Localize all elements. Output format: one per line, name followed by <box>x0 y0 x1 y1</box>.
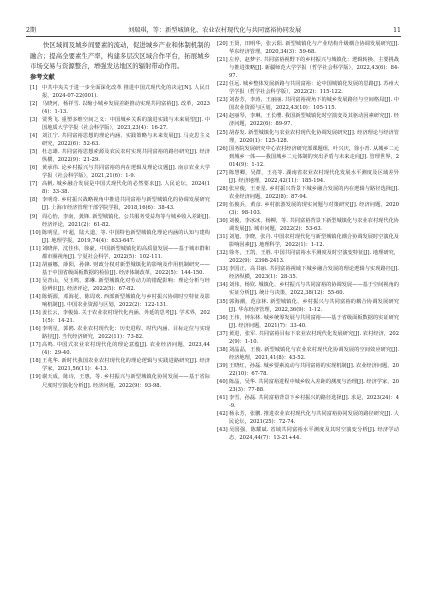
reference-text: 刘晶晶，王俊. 新型城镇化与农业农村现代化协调发展的空间效应研究[J]. 经济地理，2021,41(8)：43-52. <box>229 346 399 361</box>
reference-text: 伍俊兵，黄彦. 乡村旅游发展的现实问题与对策研究[J]. 经济问题，2020(3)：98-103. <box>229 201 399 216</box>
reference-list-right <box>217 40 399 442</box>
reference-item <box>217 217 399 233</box>
reference-number: [2] <box>30 100 38 107</box>
reference-item <box>217 112 399 128</box>
reference-item <box>217 145 399 169</box>
reference-number: [15] <box>30 310 41 317</box>
reference-number: [1] <box>30 84 38 91</box>
reference-item <box>217 378 399 394</box>
reference-item <box>217 129 399 145</box>
reference-text: 李明奇. 乡村振兴战略视角中推进共同富裕与新型城镇化的协调发展研究[J]. 上海市经济管理干部学院学报，2018,16(6)：38-43. <box>42 197 210 212</box>
reference-text: 谢天成，陈诗，王惠，等. 乡村振兴与新型城镇化协同发展——基于省际尺度时空演化分析[J]. 经济问题，2022(9)：93-98. <box>42 374 210 389</box>
reference-number: [11] <box>30 245 41 252</box>
reference-text: 中共中央关于进一步全面深化改革 推进中国式现代化的决定[N]. 人民日报，2024-07-22(001). <box>42 84 210 99</box>
reference-text: 高鸣. 中国式农业农村现代化的理论意蕴[J]. 农业经济问题，2023,44(4)：29-40. <box>42 342 210 357</box>
reference-text: 徐冬，王凯，王胜. 中国共同富裕水平测度及时空演变特征[J]. 地理研究，2022(9)：2398-2413. <box>229 250 399 265</box>
reference-text: 刘江宁. 共同富裕思想的理论内涵、实践策略与未来发展[J]. 马克思主义研究，2022(6)：52-63. <box>42 133 210 148</box>
reference-number: [37] <box>217 330 228 337</box>
reference-text: 吴国强，陈耀斌. 省域共同富裕水平测度及其时空演变分析[J]. 经济学动态，2024,44(7)：13-21+44. <box>229 427 399 442</box>
reference-number: [30] <box>217 218 228 225</box>
reference-text: 张应俊，王亚星. 乡村振兴背景下城乡融合发展的内在逻辑与路径选择[J]. 农业经济问题，2022(8)：87-94. <box>229 185 399 200</box>
reference-item <box>30 293 210 309</box>
reference-text: 李国正，高书丽. 共同富裕视域下城乡融合发展的理论逻辑与实现路径[J]. 经济纵横，2023(1)：28-35. <box>229 266 399 281</box>
reference-text: 杜志雄. 共同富裕思想索源及农民农村实现共同富裕的路径研究[J]. 经济纵横，2022(9)：21-29. <box>42 149 210 164</box>
reference-item <box>217 298 399 314</box>
reference-number: [20] <box>217 41 228 47</box>
reference-text: 黄承伟. 论乡村振兴与共同富裕的内在逻辑及理论议题[J]. 南京农业大学学报（社会科学版），2021,21(6)：1-9. <box>42 165 210 180</box>
reference-item <box>217 185 399 201</box>
reference-number: [16] <box>30 326 41 333</box>
issue-label: 2期 <box>26 27 37 34</box>
reference-item <box>217 410 399 426</box>
reference-number: [8] <box>30 197 38 204</box>
reference-text: 刘晓萍，沈佳伟，徐豪，中国新型城镇化的高质量发展——基于城市群和都市圈视角[J]. 宁夏社会科学，2022(5)：102-111. <box>42 245 210 260</box>
reference-text: 贾秀飞. 重塑多维空间之义：中国城乡关系的演进实践与未来展望[J]. 中国地质大学学报（社会科学版），2023,23(4)：16-27. <box>42 116 210 132</box>
reference-number: [38] <box>217 346 228 353</box>
reference-item <box>30 132 210 148</box>
reference-number: [14] <box>30 294 41 300</box>
reference-item <box>30 180 210 196</box>
reference-text: 高帆. 城乡融合发展是中国式现代化的必然要求[J]. 人民论坛，2024(18)：33-38. <box>42 181 210 196</box>
reference-item <box>30 309 210 325</box>
reference-number: [3] <box>30 116 38 123</box>
reference-number: [28] <box>217 185 228 192</box>
reference-number: [21] <box>217 57 228 64</box>
reference-number: [19] <box>30 374 41 381</box>
reference-number: [13] <box>30 277 41 284</box>
reference-number: [43] <box>217 427 228 434</box>
reference-text: 马晓河，杨祥雪. 以缩小城乡发展差距推动实现共同富裕[J]. 改革，2023(4)：1-13. <box>42 100 210 115</box>
reference-item <box>217 56 399 80</box>
reference-number: [35] <box>217 298 228 305</box>
reference-item <box>217 346 399 362</box>
running-header <box>26 20 401 37</box>
reference-number: [36] <box>217 314 228 321</box>
reference-item <box>217 96 399 112</box>
reference-item <box>30 148 210 164</box>
reference-item <box>217 394 399 410</box>
reference-text: 刘俊，李冰冰，杨柳，等. 共同富裕背景下新型城镇化与农业农村现代化协调发展[J]. 城市问题，2022(2)：53-63. <box>229 218 399 233</box>
reference-text: 陈晶，吴华. 共同富裕进程中城乡收入差距的测度与治理[J]. 经济学家，2023(3)：77-88. <box>229 378 399 394</box>
reference-number: [6] <box>30 165 38 172</box>
reference-text: 杨永芳，张鹏. 推进农业农村现代化与共同富裕协同发展的路径研究[J]. 人民论坛，2021(25)：72-74. <box>229 411 399 426</box>
reference-text: 黄进，张军. 共同富裕目标下农业农村现代化发展研究[J]. 农村经济，2022(9)：1-10. <box>229 330 399 345</box>
reference-text: 王晓红，孙磊. 城乡要素流动与共同富裕的实现机制[J]. 农业经济问题，2022(10)：67-78. <box>229 362 399 377</box>
reference-number: [31] <box>217 234 228 241</box>
left-column <box>30 40 210 390</box>
reference-text: 赵丽琴，李琳，王长缨. 我国新型城镇化时空演变及其驱动因素研究[J]. 经济问题，2022(6)：89-97. <box>229 113 399 128</box>
right-column <box>217 40 399 442</box>
reference-item <box>217 314 399 330</box>
reference-item <box>30 277 210 293</box>
body-paragraph: 快区域间及城乡间要素的流动，促进城乡产业和体制机制的融合；提高全要素生产率，构建多层次区域合作平台，拓展城乡市场交易与资源整合，增强发达地区的辐射带动作用。 <box>30 41 210 71</box>
reference-number: [40] <box>217 378 228 385</box>
reference-text: 刘旭，李晓，张丹. 中国农村现代化与新型城镇化耦合协调发展时空演化及影响因素[J]. 地理科学，2022(1)：1-12. <box>229 234 399 249</box>
reference-text: 郭海潮，范彦林. 新型城镇化、乡村振兴与共同富裕的耦合协调发展研究[J]. 华东经济管理，2022,36(9)：1-12. <box>229 298 399 313</box>
reference-item <box>217 362 399 378</box>
reference-number: [22] <box>217 81 228 88</box>
reference-item <box>30 261 210 277</box>
reference-number: [17] <box>30 342 41 349</box>
reference-item <box>217 330 399 346</box>
reference-text: 周心怡，李南，龚锋. 新型城镇化、公共服务受益均等与城乡收入差距[J]. 经济评论，2021(2)：61-82. <box>42 213 210 228</box>
reference-item <box>30 229 210 245</box>
references-heading: 参考文献 <box>30 73 55 81</box>
reference-number: [9] <box>30 213 38 220</box>
reference-number: [24] <box>217 113 228 120</box>
reference-item <box>30 84 210 100</box>
reference-text: 王贤，田明华，张云阳. 新型城镇化与产业结构升级耦合协调发展研究[J]. 华东经济管理，2020,34(3)：59-68. <box>229 41 399 56</box>
reference-text: 胡春发. 新型城镇化与农业农村现代化协调发展研究[J]. 经济理论与经济管理，2020(1)：125-128. <box>229 129 399 144</box>
page-number: 11 <box>393 27 401 34</box>
reference-item <box>30 196 210 212</box>
reference-item <box>30 341 210 357</box>
reference-text: 陈明星，叶超，陆大道，等. 中国特色新型城镇化理论内涵的认知与建构[J]. 地理学报，2019,74(4)：633-647. <box>42 229 210 244</box>
reference-number: [41] <box>217 395 228 402</box>
reference-number: [39] <box>217 362 228 369</box>
reference-number: [25] <box>217 129 228 136</box>
reference-number: [27] <box>217 169 228 176</box>
reference-number: [29] <box>217 201 228 208</box>
reference-number: [32] <box>217 250 228 257</box>
reference-item <box>30 357 210 373</box>
reference-text: 任远. 城乡整体发展新路与共同富裕：论中国城镇化发展的思路[J]. 苏州大学学报（哲学社会科学版），2022(2)：115-122. <box>229 81 399 96</box>
running-title: 刘瑞琪，等：新型城镇化、农业农村现代化与共同富裕协同发展 <box>128 27 302 34</box>
reference-item <box>217 426 399 442</box>
reference-number: [18] <box>30 358 41 365</box>
reference-text: 刘伟，杨钦. 城镇化、乡村振兴与共同富裕的协调发展——基于空间视角的实证分析[J]. 统计与决策，2022,38(12)：55-60. <box>229 282 399 297</box>
reference-list-left <box>30 84 210 390</box>
reference-number: [5] <box>30 149 38 156</box>
reference-number: [34] <box>217 282 228 289</box>
reference-item <box>217 249 399 265</box>
reference-number: [26] <box>217 145 228 152</box>
reference-number: [7] <box>30 181 38 188</box>
reference-text: 王伟，钟东林. 城乡统筹发展与共同富裕——基于省级面板数据的实证研究[J]. 经济问题，2021(7)：33-40. <box>229 314 399 329</box>
reference-text: 陈炳源，邓海花，陈周欢. 西部新型城镇化与乡村振兴协调时空特征及影响机制[J]. 中国农业资源与区划，2022(2)：122-131. <box>42 294 210 309</box>
reference-item <box>30 245 210 261</box>
reference-number: [33] <box>217 266 228 273</box>
reference-text: 吴青山，吴玉鸣，郭琳. 新型城镇化对劳动力的错配影响：理论分析与经验辨识[J]. 经济评论，2022(5)：67-82. <box>42 277 210 292</box>
reference-text: 李雪，孙磊. 共同富裕背景下乡村振兴的路径选择[J]. 求是，2023(24)：4-9. <box>229 395 399 410</box>
reference-item <box>217 80 399 96</box>
reference-text: 胡丽娜，薛阳，孙锋. 财政分权对新型城镇化的影响及作用机制研究——基于中国省级面板数据的检验[J]. 经济体制改革，2022(5)：144-150. <box>42 261 210 276</box>
reference-text: 姜长云，李俊茹. 关于农业农村现代化内涵、外延的思考[J]. 学术界，2021(5)：14-21. <box>42 310 210 325</box>
reference-item <box>217 265 399 281</box>
reference-item <box>217 169 399 185</box>
reference-item <box>30 213 210 229</box>
reference-number: [23] <box>217 97 228 104</box>
reference-item <box>217 40 399 56</box>
reference-text: 陈慧卿，吴群，王亮等. 湖南省农业农村现代化发展水平测度及区域差异[J]. 经济地理，2022,42(11)：185-194. <box>229 169 399 184</box>
reference-item <box>30 164 210 180</box>
reference-text: 刘春芳，李涛，王丽丽. 共同富裕视角下的城乡发展路径与空间格局[J]. 中国农业资源与区划，2022,43(10)：105-115. <box>229 97 399 112</box>
reference-text: 李明星，郭鸥. 农业农村现代化：历史进程、时代内涵、目标定位与实现路径[J]. 当代经济研究，2022(11)：73-82. <box>42 326 210 341</box>
reference-number: [12] <box>30 261 41 268</box>
reference-item <box>217 281 399 297</box>
reference-number: [42] <box>217 411 228 418</box>
reference-text: 国务院发展研究中心农村经济研究部课题组，叶兴庆，徐小青. 从城乡二元到城乡一体——我国城乡二元体制的突出矛盾与未来走向[J]. 管理世界，2014(9)：1-12. <box>229 145 399 168</box>
reference-number: [10] <box>30 229 41 236</box>
reference-text: 王兆华. 新时代我国农业农村现代化的理论逻辑与实践进路研究[J]. 经济学家，2021,56(11)：4-13. <box>42 358 210 373</box>
reference-item <box>30 116 210 132</box>
reference-item <box>30 325 210 341</box>
reference-item <box>30 373 210 389</box>
reference-item <box>217 201 399 217</box>
reference-item <box>217 233 399 249</box>
reference-item <box>30 100 210 116</box>
reference-number: [4] <box>30 133 38 140</box>
reference-text: 左停，赵梦宇. 共同富裕视野下的乡村振兴与城镇化：逻辑转换、主要挑战与推进策略[J]. 新疆师范大学学报（哲学社会科学版），2022,43(6)：84-97. <box>229 57 399 80</box>
